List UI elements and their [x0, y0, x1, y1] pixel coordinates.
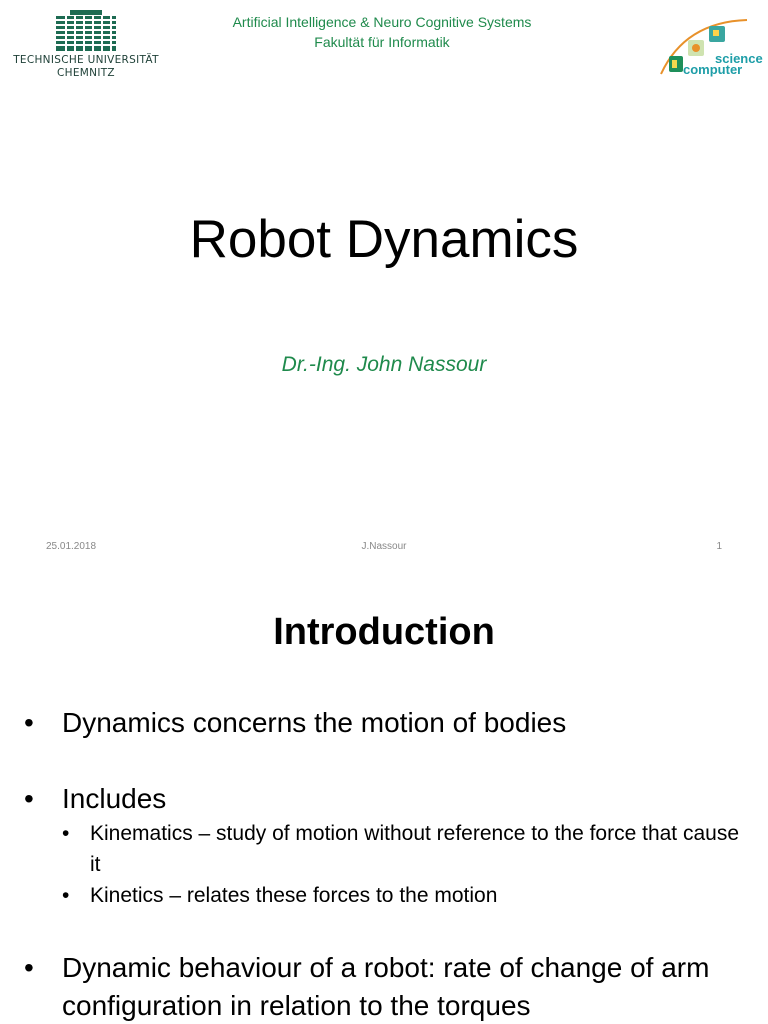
tu-name-line1: TECHNISCHE UNIVERSITÄT: [13, 54, 159, 66]
computer-science-logo: [655, 14, 763, 80]
bullet-item: [24, 780, 744, 911]
institute-name: Artificial Intelligence & Neuro Cognitive Systems: [232, 14, 532, 30]
faculty-name: Fakultät für Informatik: [314, 34, 450, 50]
footer-author: J.Nassour: [361, 541, 407, 552]
slide-heading: Introduction: [273, 611, 495, 653]
tu-chemnitz-logo: [8, 8, 164, 92]
sub-bullet-item: [62, 818, 744, 880]
computer-science-logo-icon: [655, 14, 763, 80]
tu-chemnitz-building-icon: [54, 8, 118, 54]
sub-bullet-text: Kinetics – relates these forces to the motion: [90, 884, 498, 907]
sub-bullet-text: Kinematics – study of motion without reference to the force that cause it: [90, 822, 740, 876]
bullet-text: Dynamics concerns the motion of bodies: [62, 707, 567, 738]
bullet-item: [24, 949, 744, 1024]
bullet-text: Dynamic behaviour of a robot: rate of change of arm configuration in relation to the torques: [62, 952, 710, 1021]
slide-introduction: [0, 576, 768, 1024]
author-name: Dr.-Ing. John Nassour: [281, 353, 487, 376]
bullet-list: [24, 704, 744, 1024]
footer-date: 25.01.2018: [46, 541, 97, 552]
footer-page-number: 1: [716, 541, 722, 552]
sub-bullet-item: [62, 880, 744, 911]
institute-header: [180, 12, 584, 52]
bullet-item: [24, 704, 744, 742]
sub-bullet-list: [62, 818, 744, 911]
tu-name-line2: CHEMNITZ: [57, 67, 115, 79]
bullet-text: Includes: [62, 783, 167, 814]
slide-main-title: Robot Dynamics: [189, 210, 579, 269]
logo-word-science: science: [715, 51, 763, 66]
logo-word-computer: computer: [683, 62, 743, 77]
